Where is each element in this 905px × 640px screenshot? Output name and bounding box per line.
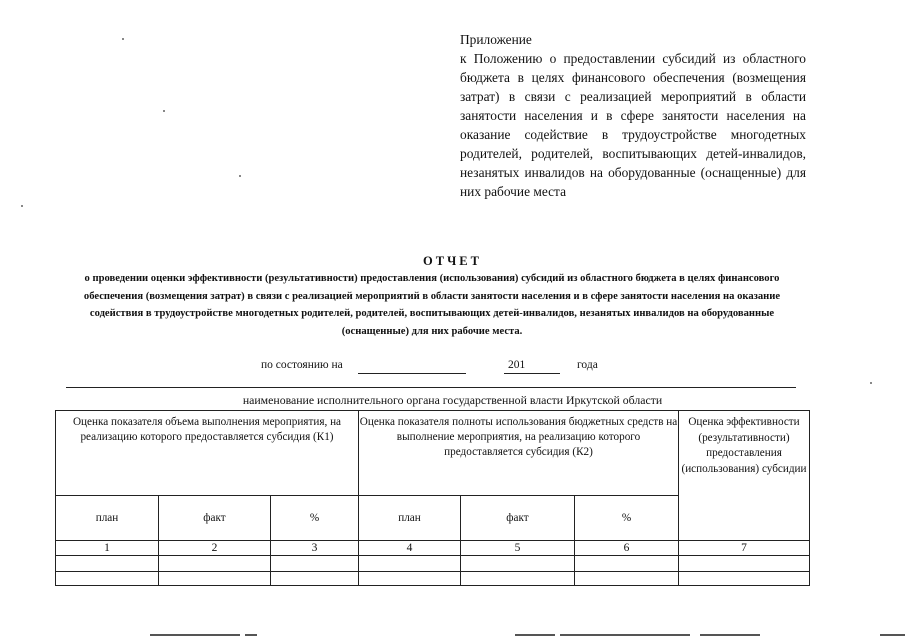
evaluation-header: Оценка эффективности (результативности) предоставления (использования) субсидии	[679, 411, 810, 541]
table-cell	[159, 572, 271, 586]
k1-plan-header: план	[56, 496, 159, 541]
org-name-line	[66, 387, 796, 388]
report-title: ОТЧЕТ	[423, 254, 482, 268]
table-cell	[359, 572, 461, 586]
appendix-title: Приложение	[460, 32, 532, 47]
column-number: 6	[575, 541, 679, 556]
column-number: 7	[679, 541, 810, 556]
k2-fact-header: факт	[461, 496, 575, 541]
scan-speck	[21, 205, 23, 207]
scan-speck	[870, 382, 872, 384]
column-number: 4	[359, 541, 461, 556]
date-blank-field	[358, 373, 466, 374]
report-subtitle: о проведении оценки эффективности (результативности) предоставления (использования) субсидий из областного бюджета в целях финансового обеспечения (возмещения затрат) в связи с реализацией мероприятий в области занятости населения и в сфере занятости населения на оказание содействия в трудоустройстве многодетных родителей, родителей, воспитывающих детей-инвалидов, незанятых инвалидов на оборудованные (оснащенные) для них рабочие места.	[83, 273, 781, 337]
table-cell	[271, 572, 359, 586]
scan-speck	[122, 38, 124, 40]
table-cell	[575, 556, 679, 572]
column-number: 5	[461, 541, 575, 556]
year-blank-field	[504, 373, 560, 374]
year-prefix: 201	[508, 359, 526, 371]
k2-percent-header: %	[575, 496, 679, 541]
org-caption: наименование исполнительного органа государственной власти Иркутской области	[242, 393, 663, 407]
k1-fact-header: факт	[159, 496, 271, 541]
k1-group-header: Оценка показателя объема выполнения мероприятия, на реализацию которого предоставляется субсидия (К1)	[56, 411, 359, 496]
table-cell	[56, 572, 159, 586]
table-cell	[359, 556, 461, 572]
table-cell	[461, 572, 575, 586]
as-of-label: по состоянию на	[261, 359, 343, 371]
report-table	[55, 410, 810, 586]
appendix-text: к Положению о предоставлении субсидий из областного бюджета в целях финансового обеспечения (возмещения затрат) в связи с реализацией мероприятий в области занятости населения и в сфере занятости населения на оказание содействие в трудоустройстве многодетных родителей, родителей, воспитывающих детей-инвалидов, незанятых инвалидов на оборудованные (оснащенные) для них рабочие места	[460, 51, 806, 199]
k2-group-header: Оценка показателя полноты использования бюджетных средств на выполнение мероприятия, на реализацию которого предоставляется субсидия (К2)	[359, 411, 679, 496]
table-cell	[679, 556, 810, 572]
column-number-row	[56, 541, 810, 556]
column-number: 3	[271, 541, 359, 556]
column-number: 2	[159, 541, 271, 556]
table-cell	[575, 572, 679, 586]
column-number: 1	[56, 541, 159, 556]
table-cell	[679, 572, 810, 586]
table-row	[56, 556, 810, 572]
year-label: года	[577, 359, 598, 371]
table-cell	[56, 556, 159, 572]
table-row	[56, 572, 810, 586]
k1-percent-header: %	[271, 496, 359, 541]
table-cell	[271, 556, 359, 572]
scan-bottom-edge	[0, 632, 905, 638]
table-header-row	[56, 411, 810, 496]
table-cell	[159, 556, 271, 572]
scan-speck	[239, 175, 241, 177]
scan-speck	[163, 110, 165, 112]
appendix-block	[460, 30, 806, 201]
k2-plan-header: план	[359, 496, 461, 541]
table-cell	[461, 556, 575, 572]
